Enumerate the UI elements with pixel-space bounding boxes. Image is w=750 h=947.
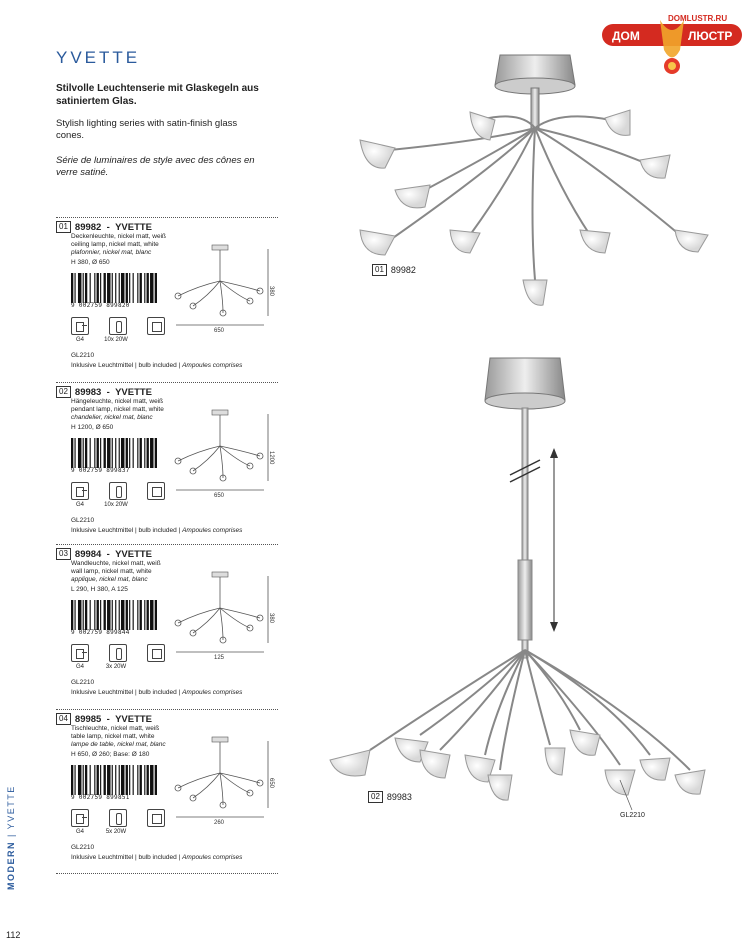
spec-icons <box>71 809 165 827</box>
product-name: YVETTE <box>115 386 153 398</box>
svg-text:650: 650 <box>214 328 225 334</box>
bulb-icon <box>109 317 127 335</box>
product-code: 89984 <box>74 548 102 560</box>
pendant-lamp-ref: 02 89983 <box>368 791 412 803</box>
product-dimensions: H 650, Ø 260; Base: Ø 180 <box>71 751 150 758</box>
product-separator <box>56 382 278 383</box>
protection-class-icon <box>147 317 165 335</box>
svg-text:380: 380 <box>268 613 274 624</box>
svg-text:650: 650 <box>268 778 274 789</box>
product-dimensions: H 380, Ø 650 <box>71 259 110 266</box>
svg-text:260: 260 <box>214 820 225 826</box>
product-89983 <box>56 386 276 534</box>
product-separator <box>56 873 278 874</box>
product-drawing <box>168 733 274 826</box>
protection-class-icon <box>147 809 165 827</box>
socket-label: G4 <box>75 829 84 835</box>
bulb-icon <box>109 482 127 500</box>
product-dimensions: H 1200, Ø 650 <box>71 424 114 431</box>
section-side-label: MODERN | YVETTE <box>6 785 16 890</box>
glass-code-label: GL2210 <box>620 812 645 819</box>
product-89985 <box>56 713 276 861</box>
product-code: 89983 <box>74 386 102 398</box>
glass-code: GL2210 <box>71 679 95 686</box>
spec-icons <box>71 482 165 500</box>
product-drawing <box>168 241 274 334</box>
product-description: Wandleuchte, nickel matt, weiß wall lamp, nickel matt, white applique, nickel mat, blanc <box>71 560 161 583</box>
product-89984 <box>56 548 276 696</box>
product-heading: 04 89985 - YVETTE <box>56 713 276 725</box>
protection-class-icon <box>147 482 165 500</box>
product-drawing <box>168 568 274 661</box>
product-name: YVETTE <box>115 713 153 725</box>
intro-german: Stilvolle Leuchtenserie mit Glaskegeln aus satiniertem Glas. <box>56 83 259 107</box>
svg-text:650: 650 <box>214 493 225 499</box>
product-separator <box>56 544 278 545</box>
bulb-label: 3x 20W <box>105 664 127 670</box>
ceiling-lamp-ref: 01 89982 <box>372 264 416 276</box>
product-number: 04 <box>56 713 71 725</box>
product-heading: 02 89983 - YVETTE <box>56 386 276 398</box>
bulb-included: Inklusive Leuchtmittel | bulb included | Ampoules comprises <box>71 854 243 861</box>
socket-label: G4 <box>75 502 84 508</box>
product-heading: 03 89984 - YVETTE <box>56 548 276 560</box>
glass-code: GL2210 <box>71 844 95 851</box>
bulb-included: Inklusive Leuchtmittel | bulb included | Ampoules comprises <box>71 362 243 369</box>
product-dimensions: L 290, H 380, A 125 <box>71 586 128 593</box>
product-separator <box>56 709 278 710</box>
intro-english: Stylish lighting series with satin-finish glass cones. <box>56 118 238 141</box>
product-description: Deckenleuchte, nickel matt, weiß ceiling lamp, nickel matt, white plafonnier, nickel mat, blanc <box>71 233 167 256</box>
product-name: YVETTE <box>115 548 153 560</box>
svg-text:125: 125 <box>214 655 225 661</box>
socket-icon <box>71 644 89 662</box>
barcode <box>71 765 157 795</box>
product-separator <box>56 217 278 218</box>
bulb-icon <box>109 809 127 827</box>
svg-text:1200: 1200 <box>268 451 274 465</box>
bulb-label: 10x 20W <box>104 502 128 508</box>
svg-text:380: 380 <box>268 286 274 297</box>
socket-icon <box>71 317 89 335</box>
socket-label: G4 <box>75 337 84 343</box>
product-number: 02 <box>56 386 71 398</box>
product-heading: 01 89982 - YVETTE <box>56 221 276 233</box>
barcode-number: 9 002759 899820 <box>71 302 130 309</box>
glass-code: GL2210 <box>71 352 95 359</box>
page-title: YVETTE <box>56 48 141 67</box>
product-code: 89982 <box>74 221 102 233</box>
barcode <box>71 438 157 468</box>
bulb-included: Inklusive Leuchtmittel | bulb included | Ampoules comprises <box>71 689 243 696</box>
pendant-lamp-image <box>320 350 730 835</box>
socket-icon <box>71 809 89 827</box>
socket-icon <box>71 482 89 500</box>
socket-label: G4 <box>75 664 84 670</box>
bulb-icon <box>109 644 127 662</box>
product-drawing <box>168 406 274 499</box>
bulb-label: 5x 20W <box>105 829 127 835</box>
product-89982 <box>56 221 276 369</box>
bulb-label: 10x 20W <box>104 337 128 343</box>
glass-code: GL2210 <box>71 517 95 524</box>
barcode-number: 9 002759 899844 <box>71 629 130 636</box>
barcode <box>71 600 157 630</box>
barcode-number: 9 002759 899837 <box>71 467 130 474</box>
product-description: Hängeleuchte, nickel matt, weiß pendant lamp, nickel matt, white chandelier, nickel mat, blanc <box>71 398 164 421</box>
product-description: Tischleuchte, nickel matt, weiß table lamp, nickel matt, white lampe de table, nickel mat, blanc <box>71 725 166 748</box>
barcode-number: 9 002759 899851 <box>71 794 130 801</box>
intro-french: Série de luminaires de style avec des cônes en verre satiné. <box>56 155 255 178</box>
barcode <box>71 273 157 303</box>
svg-text:ЛЮСТР: ЛЮСТР <box>688 29 733 43</box>
page-number: 112 <box>6 930 21 940</box>
product-number: 01 <box>56 221 71 233</box>
product-name: YVETTE <box>115 221 153 233</box>
spec-icons <box>71 317 165 335</box>
bulb-included: Inklusive Leuchtmittel | bulb included | Ampoules comprises <box>71 527 243 534</box>
svg-text:ДОМ: ДОМ <box>612 29 640 43</box>
product-code: 89985 <box>74 713 102 725</box>
protection-class-icon <box>147 644 165 662</box>
product-number: 03 <box>56 548 71 560</box>
spec-icons <box>71 644 165 662</box>
svg-text:DOMLUSTR.RU: DOMLUSTR.RU <box>668 14 728 23</box>
